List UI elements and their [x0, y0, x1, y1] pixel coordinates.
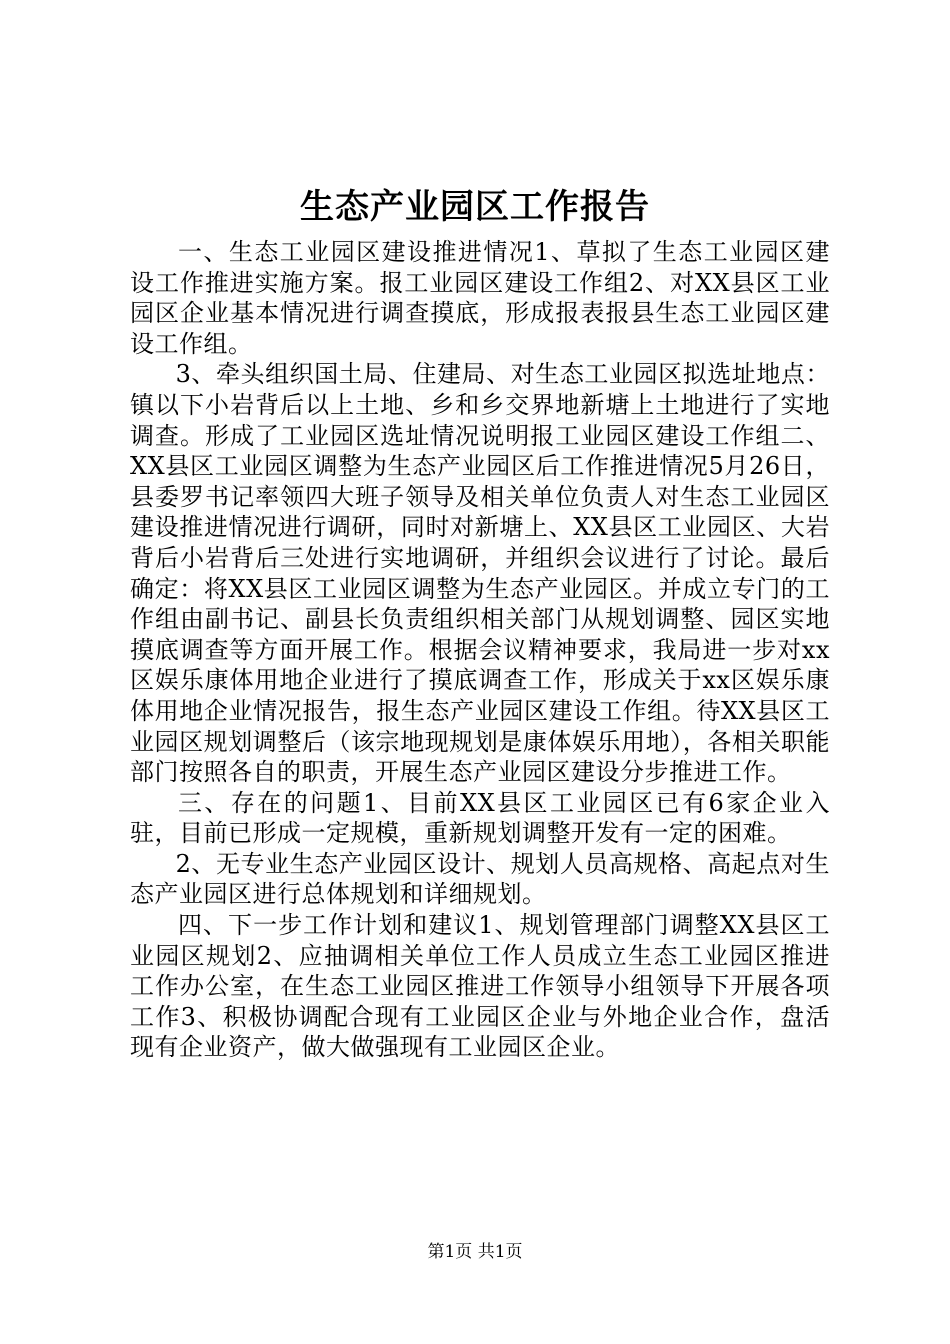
document-body — [130, 237, 830, 1063]
page-footer: 第1页 共1页 — [427, 1242, 523, 1262]
paragraph-3: 三、存在的问题1、目前XX县区工业园区已有6家企业入驻，目前已形成一定规模，重新规划调整开发有一定的困难。 — [130, 788, 830, 848]
paragraph-5: 四、下一步工作计划和建议1、规划管理部门调整XX县区工业园区规划2、应抽调相关单位工作人员成立生态工业园区推进工作办公室，在生态工业园区推进工作领导小组领导下开展各项工作3、积极协调配合现有工业园区企业与外地企业合作，盘活现有企业资产，做大做强现有工业园区企业。 — [130, 911, 830, 1062]
paragraph-4: 2、无专业生态产业园区设计、规划人员高规格、高起点对生态产业园区进行总体规划和详细规划。 — [130, 849, 830, 909]
paragraph-2: 3、牵头组织国土局、住建局、对生态工业园区拟选址地点：镇以下小岩背后以上土地、乡和乡交界地新塘上土地进行了实地调查。形成了工业园区选址情况说明报工业园区建设工作组二、XX县区工业园区调整为生态产业园区后工作推进情况5月26日，县委罗书记率领四大班子领导及相关单位负责人对生态工业园区建设推进情况进行调研，同时对新塘上、XX县区工业园区、大岩背后小岩背后三处进行实地调研，并组织会议进行了讨论。最后确定：将XX县区工业园区调整为生态产业园区。并成立专门的工作组由副书记、副县长负责组织相关部门从规划调整、园区实地摸底调查等方面开展工作。根据会议精神要求，我局进一步对xx区娱乐康体用地企业进行了摸底调查工作，形成关于xx区娱乐康体用地企业情况报告，报生态产业园区建设工作组。待XX县区工业园区规划调整后（该宗地现规划是康体娱乐用地），各相关职能部门按照各自的职责，开展生态产业园区建设分步推进工作。 — [130, 360, 830, 787]
paragraph-1: 一、生态工业园区建设推进情况1、草拟了生态工业园区建设工作推进实施方案。报工业园区建设工作组2、对XX县区工业园区企业基本情况进行调查摸底，形成报表报县生态工业园区建设工作组。 — [130, 238, 830, 358]
document-title: 生态产业园区工作报告 — [300, 187, 650, 227]
